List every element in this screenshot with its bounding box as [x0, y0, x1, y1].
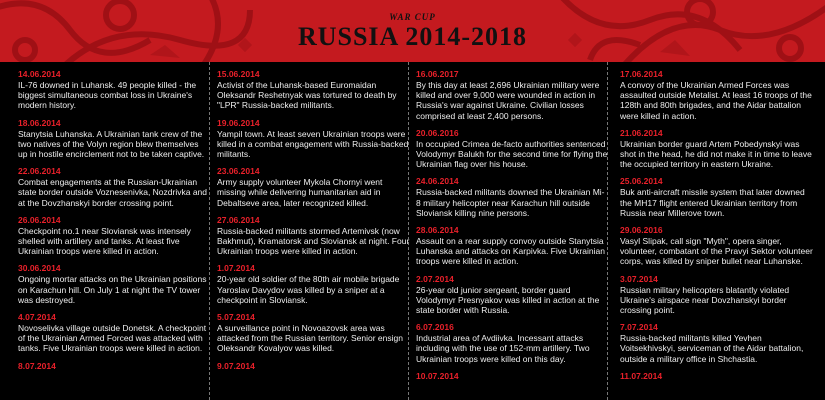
- entry-text: Ongoing mortar attacks on the Ukrainian positions on Karachun hill. On July 1 at night the TV tower was destroyed.: [18, 274, 207, 305]
- entry-text: 20-year old soldier of the 80th air mobile brigade Yaroslav Davydov was killed by a sniper at a checkpoint in Sloviansk.: [217, 274, 400, 305]
- entry-text: In occupied Crimea de-facto authorities sentenced Volodymyr Balukh for the second time for flying the Ukrainian flag over his house.: [416, 138, 608, 170]
- entry-date: 4.07.2014: [18, 312, 56, 323]
- entry-date: 21.06.2014: [620, 127, 663, 138]
- entry-date: 7.07.2014: [620, 322, 658, 333]
- entry-date: 20.06.2016: [416, 127, 459, 138]
- timeline-entry: [18, 215, 210, 257]
- timeline-entry: [18, 118, 210, 160]
- entry-date: 14.06.2014: [18, 69, 61, 79]
- entry-date: 5.07.2014: [217, 312, 255, 323]
- entry-text: Russia-backed militants downed the Ukrainian Mi-8 military helicopter near Karachun hill outside Sloviansk killing nine persons.: [416, 187, 605, 218]
- entry-text: Novoselivka village outside Donetsk. A checkpoint of the Ukrainian Armed Forced was attacked with tanks. Five Ukrainian troops were killed in action.: [18, 323, 207, 354]
- entry-date: 3.07.2014: [620, 273, 658, 284]
- timeline-entry: [217, 312, 410, 354]
- entry-date: 1.07.2014: [217, 263, 255, 274]
- timeline-entry: [217, 118, 410, 160]
- entry-date: 10.07.2014: [416, 370, 459, 381]
- timeline-entry: [416, 128, 608, 170]
- entry-date: 29.06.2016: [620, 225, 663, 236]
- timeline-entry: [18, 69, 210, 111]
- timeline-column-3: [416, 62, 608, 400]
- entry-text: Activist of the Luhansk-based Euromaidan Oleksandr Reshetnyak was tortured to death by "LPR" Russia-backed militants.: [217, 80, 397, 111]
- column-divider: [607, 62, 608, 400]
- timeline-column-4: [620, 62, 816, 400]
- page-title: RUSSIA 2014-2018: [297, 22, 528, 51]
- timeline-entry: [217, 69, 410, 111]
- entry-text: By this day at least 2,696 Ukrainian military were killed and over 9,000 were wounded in action in Russia's war against Ukraine. Civilian losses comprised at least 2,400 persons.: [416, 80, 600, 121]
- timeline-entry: [18, 312, 210, 354]
- entry-date: 16.06.2017: [416, 69, 459, 79]
- timeline-entry: [620, 176, 816, 218]
- timeline-entry: [416, 176, 608, 218]
- entry-text: Buk anti-aircraft missile system that later downed the MH17 flight entered Ukrainian territory from Russia near Millerove town.: [620, 187, 805, 218]
- entry-text: Vasyl Slipak, call sign "Myth", opera singer, volunteer, combatant of the Pravyi Sektor volunteer corps, was killed by sniper bullet near Luhanske.: [620, 236, 813, 267]
- entry-text: Russia-backed militants killed Yevhen Voitsekhivskyi, serviceman of the Aidar battalion, outside a military office in Shchastia.: [620, 333, 804, 364]
- entry-date: 26.06.2014: [18, 214, 61, 225]
- entry-text: Combat engagements at the Russian-Ukrainian state border outside Voznesenivka, Nozdrivka and at the Dovzhanskyi border crossing point.: [18, 177, 208, 208]
- entry-text: Stanytsia Luhanska. A Ukrainian tank crew of the two natives of the Volyn region blew themselves up in hostile encirclement not to be taken captive.: [18, 128, 205, 160]
- entry-date: 11.07.2014: [620, 370, 663, 381]
- entry-date: 8.07.2014: [18, 360, 56, 371]
- timeline-entry: [620, 371, 816, 382]
- timeline-entry: [620, 322, 816, 364]
- entry-date: 18.06.2014: [18, 117, 61, 128]
- timeline-entry: [416, 225, 608, 267]
- timeline-entry: [217, 215, 410, 257]
- entry-date: 9.07.2014: [217, 360, 255, 371]
- entry-date: 22.06.2014: [18, 166, 61, 177]
- entry-date: 2.07.2014: [416, 273, 454, 284]
- entry-text: A surveillance point in Novoazovsk area was attacked from the Russian territory. Senior ensign Oleksandr Kovalyov was killed.: [217, 323, 403, 354]
- column-divider: [408, 62, 409, 400]
- entry-date: 23.06.2014: [217, 166, 260, 177]
- column-divider: [209, 62, 210, 400]
- timeline-column-2: [217, 62, 410, 400]
- entry-date: 24.06.2014: [416, 176, 459, 187]
- timeline-grid: [0, 62, 825, 400]
- timeline-entry: [620, 274, 816, 316]
- timeline-entry: [416, 371, 608, 382]
- entry-date: 27.06.2014: [217, 214, 260, 225]
- entry-date: 17.06.2014: [620, 69, 663, 79]
- timeline-entry: [217, 263, 410, 305]
- timeline-entry: [18, 263, 210, 305]
- timeline-entry: [416, 322, 608, 364]
- entry-date: 25.06.2014: [620, 176, 663, 187]
- entry-text: A convoy of the Ukrainian Armed Forces was assaulted outside Metalist. At least 16 troops of the 128th and 80th brigades, and the Aidar battalion were killed in action.: [620, 80, 812, 121]
- entry-date: 15.06.2014: [217, 69, 260, 79]
- timeline-entry: [217, 361, 410, 372]
- entry-text: Industrial area of Avdiivka. Incessant attacks including with the use of 152-mm artillery. Two Ukrainian troops were killed on this day.: [416, 333, 590, 364]
- entry-text: Checkpoint no.1 near Sloviansk was intensely shelled with artillery and tanks. At least five Ukrainian troops were killed in action.: [18, 225, 191, 257]
- header-banner: [0, 0, 825, 62]
- timeline-entry: [620, 128, 816, 170]
- entry-text: Army supply volunteer Mykola Chornyi went missing while delivering humanitarian aid in Debaltseve area, later recognized killed.: [217, 177, 383, 208]
- timeline-entry: [217, 166, 410, 208]
- timeline-entry: [620, 225, 816, 267]
- timeline-entry: [18, 361, 210, 372]
- entry-text: Yampil town. At least seven Ukrainian troops were killed in a combat engagement with Russia-backed militants.: [217, 128, 409, 160]
- timeline-entry: [620, 69, 816, 121]
- timeline-entry: [18, 166, 210, 208]
- entry-text: Russia-backed militants stormed Artemivsk (now Bakhmut), Kramatorsk and Sloviansk at night. Four Ukrainian troops were killed in action.: [217, 225, 410, 257]
- entry-date: 6.07.2016: [416, 322, 454, 333]
- timeline-entry: [416, 274, 608, 316]
- entry-date: 19.06.2014: [217, 117, 260, 128]
- header-subtitle: WAR CUP: [389, 12, 436, 22]
- entry-date: 28.06.2014: [416, 225, 459, 236]
- timeline-entry: [416, 69, 608, 121]
- entry-text: Ukrainian border guard Artem Pobedynskyi was shot in the head, he did not make it in time to leave the occupied territory in eastern Ukraine.: [620, 138, 812, 170]
- entry-text: 26-year old junior sergeant, border guard Volodymyr Presnyakov was killed in action at the state border with Russia.: [416, 284, 600, 316]
- timeline-column-1: [18, 62, 210, 400]
- entry-text: Russian military helicopters blatantly violated Ukraine's airspace near Dovzhanskyi border crossing point.: [620, 284, 790, 316]
- entry-text: Assault on a rear supply convoy outside Stanytsia Luhanska and attacks on Karpivka. Five Ukrainian troops were killed in action.: [416, 236, 605, 267]
- entry-date: 30.06.2014: [18, 263, 61, 274]
- entry-text: IL-76 downed in Luhansk. 49 people killed - the biggest simultaneous combat loss in Ukraine's modern history.: [18, 80, 197, 111]
